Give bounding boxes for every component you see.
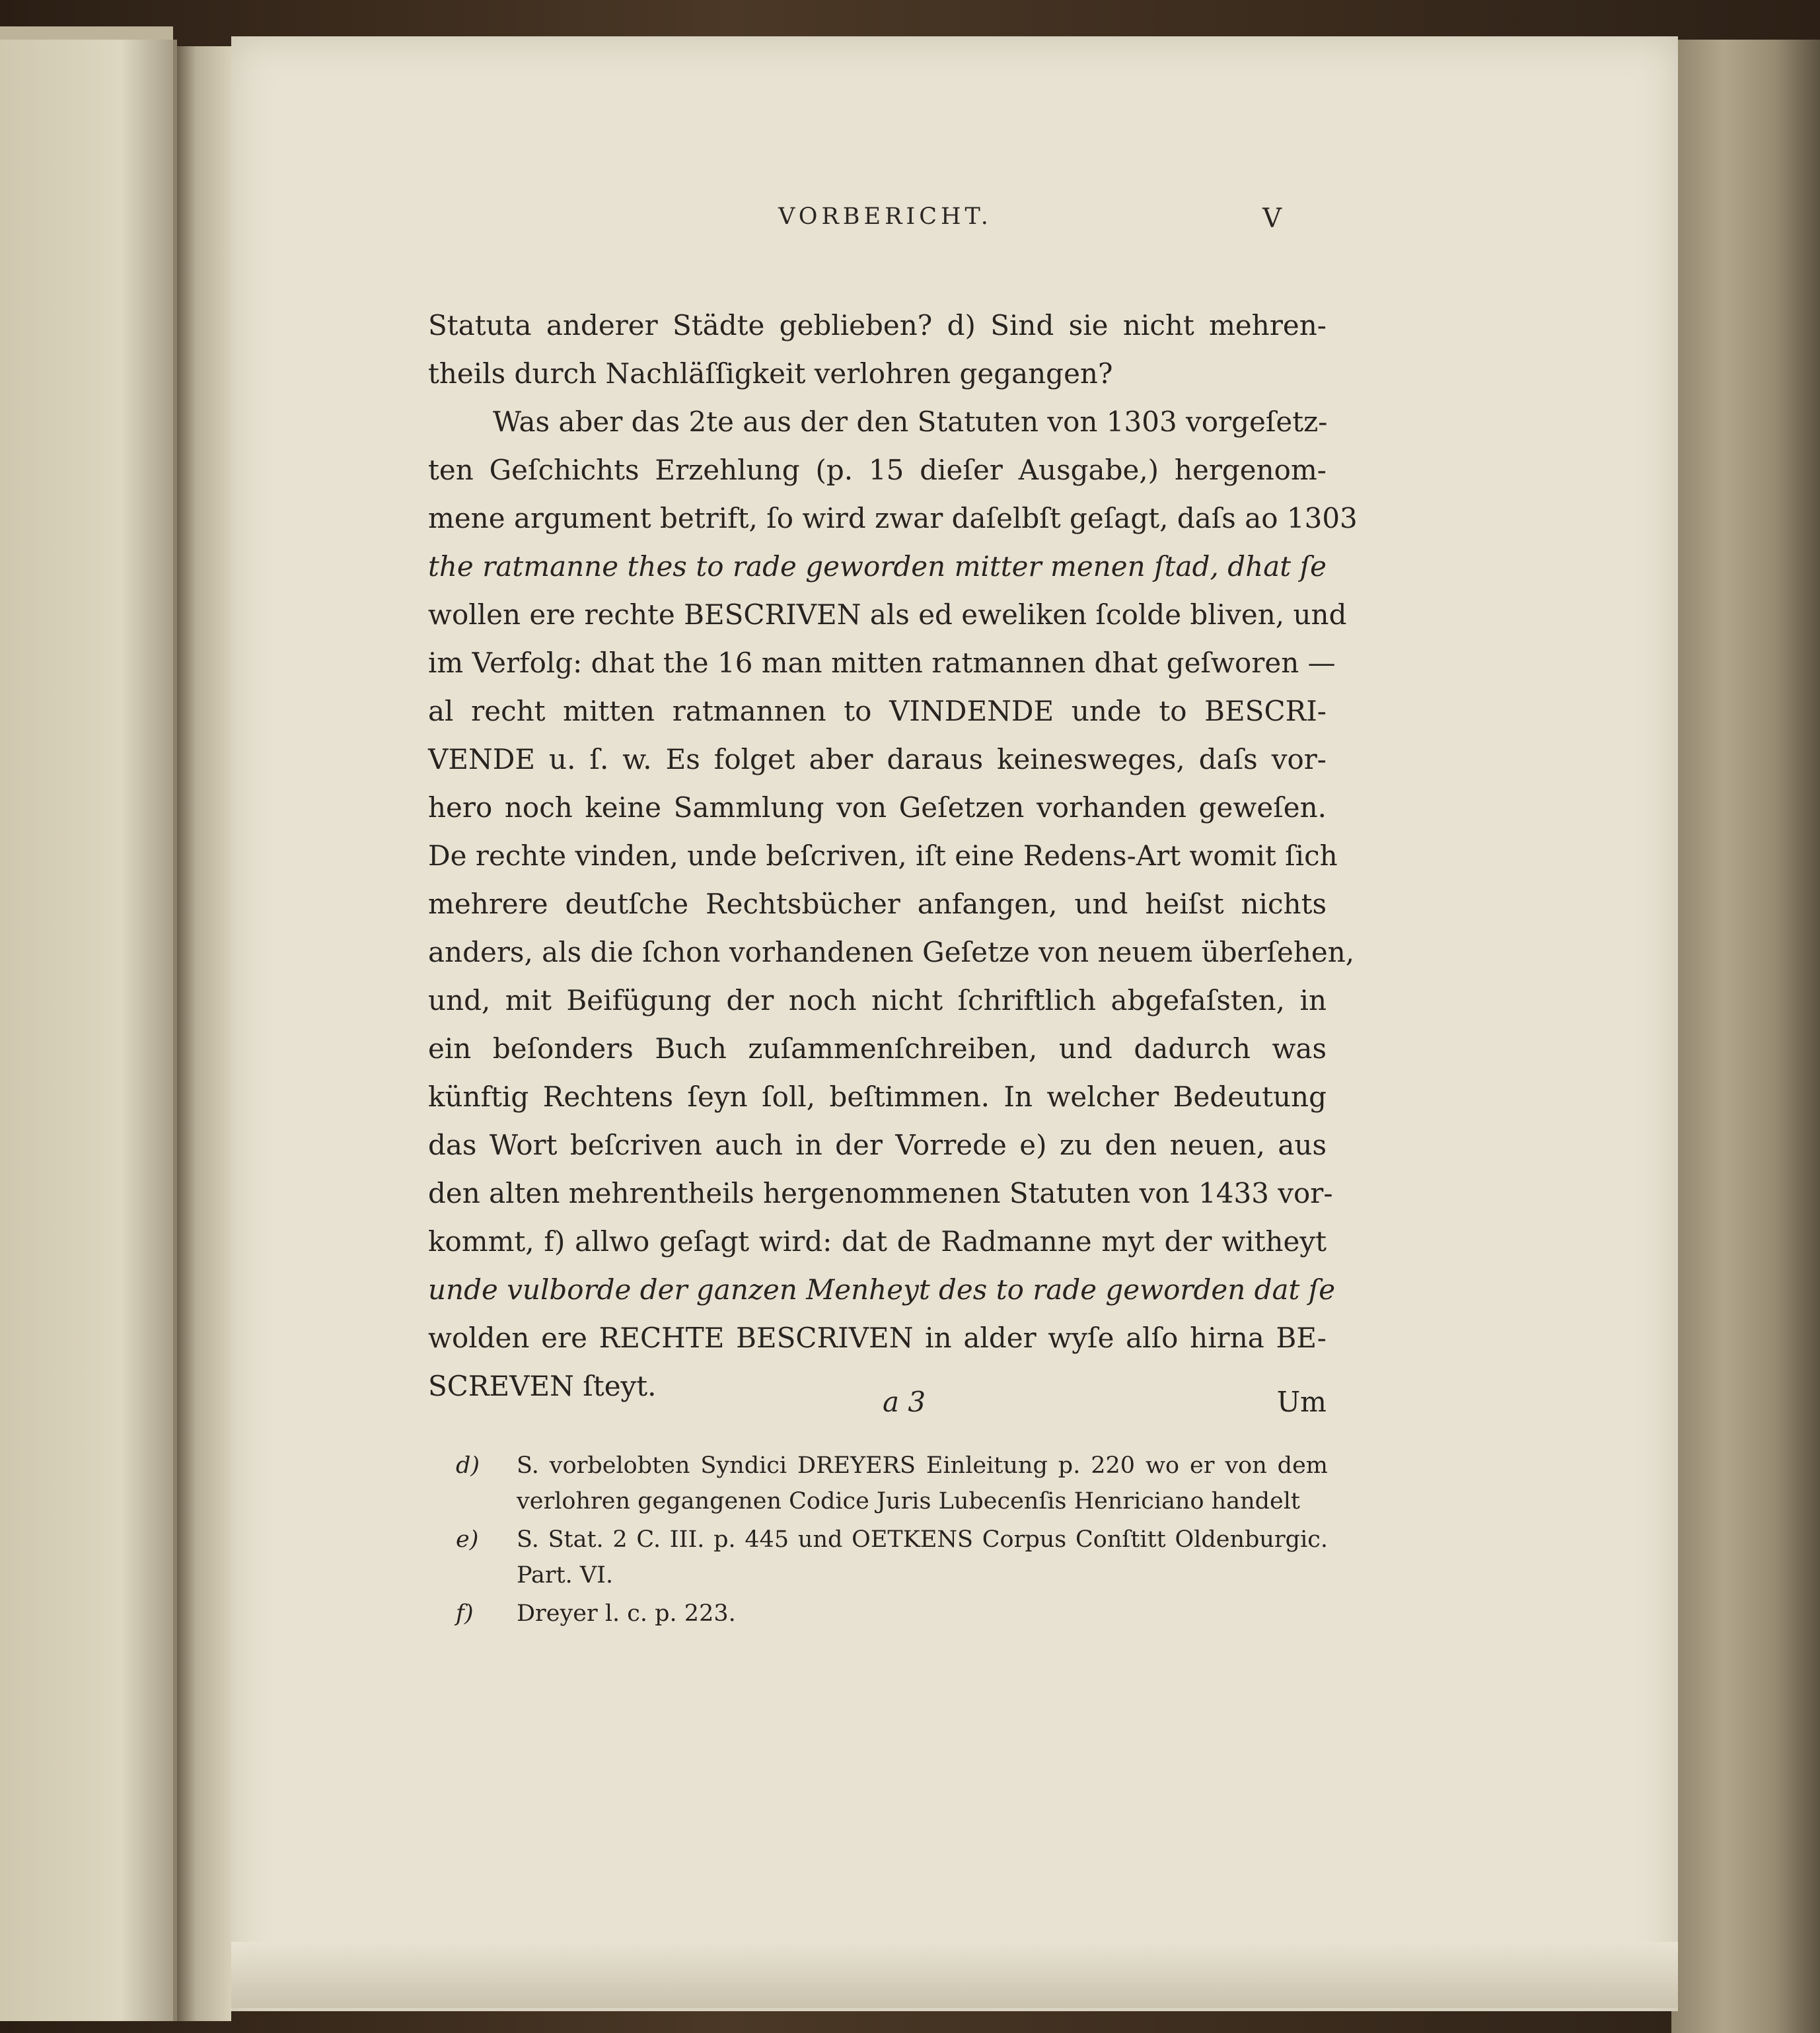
text-line: unde vulborde der ganzen Menheyt des to rade geworden dat ſe — [428, 1273, 1336, 1306]
text-line: das Wort beſcriven auch in der Vorrede e) zu den neuen, aus — [428, 1129, 1327, 1161]
footnote-mark: d) — [456, 1452, 480, 1479]
footnote-mark: e) — [456, 1526, 479, 1553]
footnote-line: S. vorbelobten Syndici DREYERS Einleitung p. 220 wo er von dem — [517, 1452, 1328, 1479]
footnote-line: S. Stat. 2 C. III. p. 445 und OETKENS Corpus Conſtitt Oldenburgic. — [517, 1526, 1328, 1553]
footnotes — [456, 1448, 1328, 1634]
book-gutter — [177, 46, 231, 2021]
signature-mark: a 3 — [883, 1386, 926, 1418]
page-header — [198, 203, 1321, 256]
left-page — [0, 40, 177, 2021]
signature-row — [428, 1386, 1327, 1432]
book-board-edge — [1671, 40, 1820, 2033]
page-number: V — [1262, 203, 1282, 234]
text-line: VENDE u. ſ. w. Es folget aber daraus keinesweges, daſs vor- — [428, 743, 1327, 775]
footnote — [456, 1596, 1328, 1631]
text-line: De rechte vinden, unde beſcriven, iſt eine Redens-Art womit ſich — [428, 839, 1338, 872]
text-line: anders, als die ſchon vorhandenen Geſetze von neuem überſehen, — [428, 936, 1355, 968]
text-line: al recht mitten ratmannen to VINDENDE unde to BESCRI- — [428, 695, 1327, 727]
text-line: the ratmanne thes to rade geworden mitter menen ſtad, dhat ſe — [428, 550, 1327, 583]
text-line: und, mit Beifügung der noch nicht ſchriftlich abgefaſsten, in — [428, 984, 1327, 1017]
catchword: Um — [1276, 1386, 1327, 1418]
footnote-mark: f) — [456, 1600, 474, 1627]
text-line: theils durch Nachläſſigkeit verlohren gegangen? — [428, 357, 1113, 390]
body-text — [428, 301, 1358, 1410]
text-line: wollen ere rechte BESCRIVEN als ed eweliken ſcolde bliven, und — [428, 598, 1347, 631]
text-line: ein beſonders Buch zuſammenſchreiben, und dadurch was — [428, 1032, 1327, 1065]
text-line: im Verfolg: dhat the 16 man mitten ratmannen dhat geſworen — — [428, 647, 1336, 679]
text-line: den alten mehrentheils hergenommenen Statuten von 1433 vor- — [428, 1177, 1333, 1209]
text-line: künftig Rechtens ſeyn ſoll, beſtimmen. In welcher Bedeutung — [428, 1081, 1327, 1113]
text-line: Statuta anderer Städte geblieben? d) Sind sie nicht mehren- — [428, 309, 1327, 341]
footnote — [456, 1448, 1328, 1519]
text-line: ten Geſchichts Erzehlung (p. 15 dieſer Ausgabe,) hergenom- — [428, 454, 1327, 486]
running-head: VORBERICHT. — [778, 203, 992, 230]
text-line: wolden ere RECHTE BESCRIVEN in alder wyſe alſo hirna BE- — [428, 1322, 1327, 1354]
text-line: hero noch keine Sammlung von Geſetzen vorhanden geweſen. — [428, 791, 1327, 824]
footnote-line: Dreyer l. c. p. 223. — [517, 1600, 736, 1627]
text-line: mehrere deutſche Rechtsbücher anfangen, und heiſst nichts — [428, 888, 1327, 920]
text-line: Was aber das 2te aus der den Statuten von 1303 vorgeſetz- — [493, 406, 1328, 438]
text-line: SCREVEN ſteyt. — [428, 1370, 657, 1402]
text-line: kommt, f) allwo geſagt wird: dat de Radmanne myt der witheyt — [428, 1225, 1327, 1258]
footnote-line: Part. VI. — [517, 1562, 614, 1588]
text-line: mene argument betrift, ſo wird zwar daſelbſt geſagt, daſs ao 1303 — [428, 502, 1358, 534]
footnote-line: verlohren gegangenen Codice Juris Lubecenſis Henriciano handelt — [517, 1488, 1301, 1515]
right-page-bottom-shadow — [231, 1942, 1678, 2008]
footnote — [456, 1522, 1328, 1593]
